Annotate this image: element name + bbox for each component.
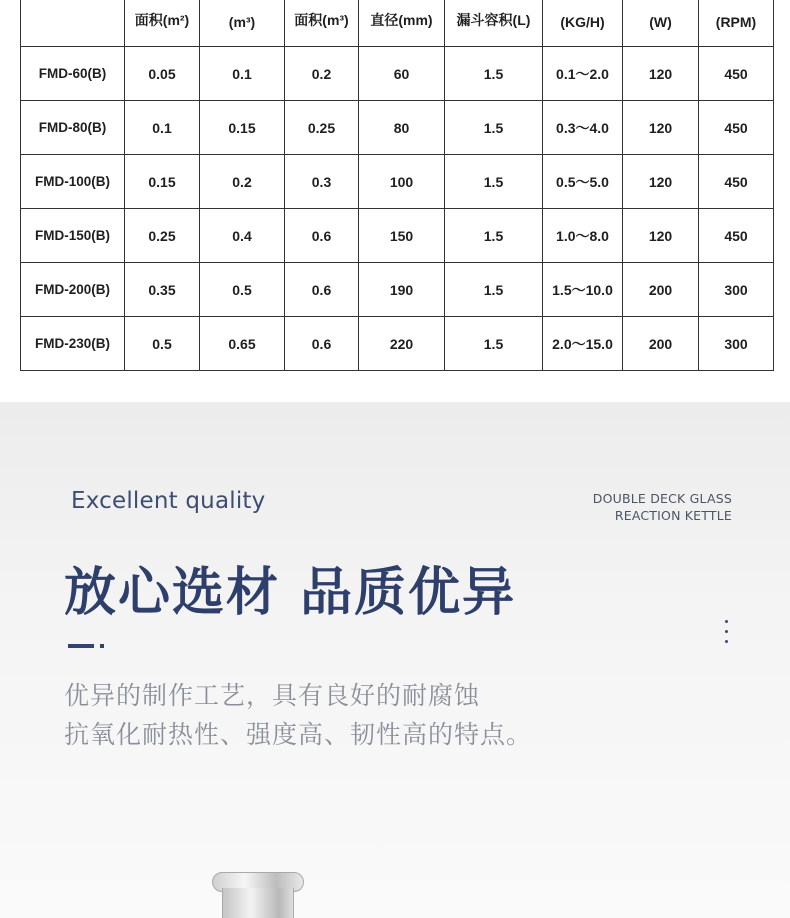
model-cell: FMD-100(B): [21, 155, 125, 209]
header-cell: (KG/H): [543, 0, 623, 47]
table-cell: 100: [359, 155, 445, 209]
table-row: [21, 317, 774, 371]
table-cell: 450: [699, 155, 774, 209]
underline-dot: [100, 644, 104, 648]
table-cell: 0.15: [125, 155, 200, 209]
table-cell: 0.1: [125, 101, 200, 155]
product-name-line: REACTION KETTLE: [614, 508, 732, 523]
description-line: 优异的制作工艺，具有良好的耐腐蚀: [64, 681, 481, 710]
table-cell: 120: [623, 101, 699, 155]
header-cell: (m³): [200, 0, 285, 47]
table-cell: 80: [359, 101, 445, 155]
heading-underline-mark: [68, 644, 106, 649]
table-cell: 0.6: [285, 317, 359, 371]
header-cell: (W): [623, 0, 699, 47]
model-cell: FMD-230(B): [21, 317, 125, 371]
header-cell: 面积(m²): [125, 0, 200, 47]
table-row: [21, 47, 774, 101]
table-row: [21, 263, 774, 317]
header-cell: 直径(mm): [359, 0, 445, 47]
vertical-dots-icon: [725, 620, 729, 644]
table-row: [21, 101, 774, 155]
model-cell: FMD-150(B): [21, 209, 125, 263]
table-cell: 450: [699, 47, 774, 101]
table-cell: 150: [359, 209, 445, 263]
table-cell: 1.0～8.0: [543, 209, 623, 263]
table-cell: 300: [699, 317, 774, 371]
english-heading: Excellent quality: [71, 488, 266, 514]
description-line: 抗氧化耐热性、强度高、韧性高的特点。: [64, 720, 533, 749]
model-cell: FMD-60(B): [21, 47, 125, 101]
table-cell: 2.0～15.0: [543, 317, 623, 371]
table-cell: 0.5: [200, 263, 285, 317]
table-header-row: [21, 0, 774, 47]
model-cell: FMD-200(B): [21, 263, 125, 317]
product-name-english: [593, 490, 732, 524]
product-name-line: DOUBLE DECK GLASS: [592, 491, 732, 506]
table-cell: 0.25: [125, 209, 200, 263]
table-cell: 60: [359, 47, 445, 101]
table-cell: 0.25: [285, 101, 359, 155]
table-cell: 0.1: [200, 47, 285, 101]
header-cell: [21, 0, 125, 47]
table-cell: 0.35: [125, 263, 200, 317]
table-cell: 220: [359, 317, 445, 371]
table-cell: 1.5: [445, 317, 543, 371]
table-cell: 200: [623, 317, 699, 371]
chinese-heading: 放心选材 品质优异: [64, 563, 517, 623]
table-cell: 0.3～4.0: [543, 101, 623, 155]
table-cell: 1.5～10.0: [543, 263, 623, 317]
spec-table-section: [0, 0, 790, 402]
table-cell: 0.5: [125, 317, 200, 371]
feature-description: [64, 676, 532, 754]
table-cell: 0.2: [285, 47, 359, 101]
table-row: [21, 155, 774, 209]
table-row: [21, 209, 774, 263]
quality-feature-section: [0, 402, 790, 918]
table-cell: 1.5: [445, 155, 543, 209]
table-cell: 0.5～5.0: [543, 155, 623, 209]
header-cell: (RPM): [699, 0, 774, 47]
table-cell: 1.5: [445, 101, 543, 155]
table-cell: 120: [623, 47, 699, 101]
header-cell: 漏斗容积(L): [445, 0, 543, 47]
table-cell: 120: [623, 209, 699, 263]
table-cell: 200: [623, 263, 699, 317]
underline-bar: [68, 644, 94, 648]
table-cell: 0.05: [125, 47, 200, 101]
table-cell: 0.3: [285, 155, 359, 209]
table-cell: 1.5: [445, 209, 543, 263]
table-cell: 450: [699, 209, 774, 263]
table-cell: 450: [699, 101, 774, 155]
table-cell: 0.65: [200, 317, 285, 371]
table-cell: 300: [699, 263, 774, 317]
table-cell: 0.6: [285, 209, 359, 263]
vessel-neck: [222, 888, 294, 918]
table-cell: 120: [623, 155, 699, 209]
table-cell: 190: [359, 263, 445, 317]
spec-table: [20, 0, 774, 371]
table-cell: 0.4: [200, 209, 285, 263]
table-cell: 0.15: [200, 101, 285, 155]
table-cell: 0.1～2.0: [543, 47, 623, 101]
table-cell: 1.5: [445, 263, 543, 317]
header-cell: 面积(m³): [285, 0, 359, 47]
table-cell: 0.2: [200, 155, 285, 209]
model-cell: FMD-80(B): [21, 101, 125, 155]
table-cell: 0.6: [285, 263, 359, 317]
table-cell: 1.5: [445, 47, 543, 101]
glass-vessel-image: [212, 872, 302, 918]
